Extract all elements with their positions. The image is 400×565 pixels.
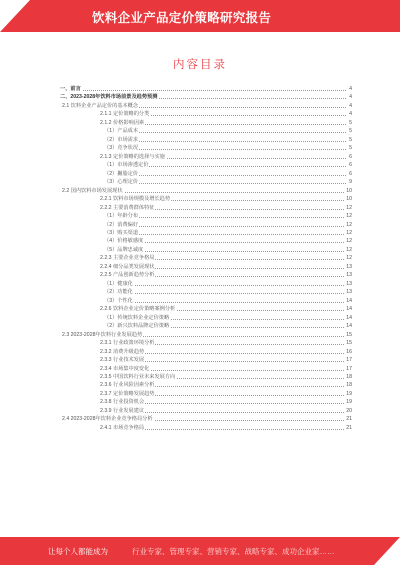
toc-entry-label: （3）竞争状况 (104, 145, 139, 152)
toc-entry-label: 2.3.8 行业投资机会 (100, 399, 145, 406)
toc-entry-page-number: 15 (346, 331, 352, 338)
toc-entry-page-number: 6 (349, 170, 352, 177)
toc-entry[interactable] (104, 323, 352, 330)
toc-dot-leader (104, 217, 346, 218)
toc-entry[interactable] (104, 247, 352, 254)
toc-entry-page-number: 14 (346, 297, 352, 304)
toc-entry-label: 2.3.7 定价策略发展趋势 (100, 390, 155, 397)
toc-entry[interactable] (104, 171, 352, 178)
toc-entry-page-number: 12 (346, 229, 352, 236)
toc-entry-label: （3）个性化 (104, 297, 133, 304)
toc-entry-label: （4）价格敏感度 (104, 238, 144, 245)
toc-entry-page-number: 10 (346, 187, 352, 194)
toc-entry-page-number: 21 (346, 416, 352, 423)
toc-entry-page-number: 13 (346, 289, 352, 296)
toc-entry-page-number: 9 (349, 179, 352, 186)
toc-dot-leader (104, 149, 346, 150)
toc-entry[interactable] (100, 196, 352, 203)
toc-dot-leader (104, 302, 346, 303)
toc-entry-page-number: 19 (346, 399, 352, 406)
toc-entry[interactable] (104, 315, 352, 322)
toc-entry-page-number: 13 (346, 280, 352, 287)
toc-entry[interactable] (100, 366, 352, 373)
toc-entry-page-number: 10 (346, 196, 352, 203)
toc-entry-page-number: 5 (349, 136, 352, 143)
toc-entry-page-number: 4 (349, 94, 352, 101)
toc-entry-label: 2.1 饮料企业产品定价的基本概念 (62, 102, 139, 109)
toc-entry-label: （2）市场需求 (104, 136, 139, 143)
toc-entry-label: （1）年龄分布 (104, 213, 139, 220)
footer-banner (0, 537, 400, 565)
toc-entry[interactable] (104, 289, 352, 296)
toc-entry-page-number: 5 (349, 145, 352, 152)
toc-entry[interactable] (62, 332, 352, 339)
toc-entry-page-number: 12 (346, 255, 352, 262)
toc-entry[interactable] (104, 238, 352, 245)
toc-entry[interactable] (100, 272, 352, 279)
toc-entry-page-number: 20 (346, 407, 352, 414)
toc-entry-page-number: 14 (346, 314, 352, 321)
toc-entry-page-number: 4 (349, 102, 352, 109)
toc-entry[interactable] (104, 162, 352, 169)
toc-entry-page-number: 12 (346, 221, 352, 228)
toc-entry-label: （1）传统饮料企业定价策略 (104, 314, 170, 321)
toc-entry[interactable] (100, 399, 352, 406)
header-corner-triangle (0, 0, 30, 32)
toc-entry[interactable] (104, 128, 352, 135)
toc-entry[interactable] (100, 120, 352, 127)
toc-entry-page-number: 21 (346, 424, 352, 431)
footer-slogan-right: 行业专家、管理专家、营销专家、战略专家、成功企业家…… (132, 547, 335, 556)
toc-entry-label: 2.2.6 饮料企业定价策略案例分析 (100, 306, 176, 313)
report-title: 饮料企业产品定价策略研究报告 (92, 11, 272, 25)
toc-entry[interactable] (100, 382, 352, 389)
toc-entry-label: （1）产品成本 (104, 128, 139, 135)
toc-entry-page-number: 15 (346, 340, 352, 347)
toc-entry-page-number: 13 (346, 272, 352, 279)
toc-entry-label: （5）品牌忠诚度 (104, 246, 144, 253)
toc-entry[interactable] (100, 408, 352, 415)
toc-entry[interactable] (100, 391, 352, 398)
toc-entry[interactable] (104, 137, 352, 144)
toc-entry-page-number: 5 (349, 119, 352, 126)
toc-entry-label: 2.4 2023-2028年饮料企业竞争格局分析 (62, 416, 153, 423)
toc-dot-leader (104, 132, 346, 133)
toc-entry-label: 2.3.9 行业发展建议 (100, 407, 145, 414)
toc-entry[interactable] (100, 425, 352, 432)
toc-entry-label: 2.3.2 消费升级趋势 (100, 348, 145, 355)
toc-entry-label: 2.3.6 行业风险因素分析 (100, 382, 155, 389)
toc-dot-leader (104, 234, 346, 235)
footer-slogan-left: 让每个人都能成为 (48, 547, 108, 556)
toc-entry[interactable] (60, 94, 352, 101)
toc-dot-leader (104, 285, 346, 286)
toc-entry-label: （2）新兴饮料品牌定价策略 (104, 323, 170, 330)
toc-entry[interactable] (100, 374, 352, 381)
toc-entry-page-number: 17 (346, 357, 352, 364)
toc-entry-label: 二、2023-2028年饮料市场前景及趋势预测 (60, 94, 158, 101)
toc-entry[interactable] (100, 357, 352, 364)
toc-entry-page-number: 17 (346, 365, 352, 372)
toc-dot-leader (104, 175, 346, 176)
toc-entry-page-number: 13 (346, 263, 352, 270)
toc-entry-label: 2.2.1 饮料市场规模及增长趋势 (100, 196, 171, 203)
toc-entry-page-number: 4 (349, 86, 352, 92)
toc-heading: 内容目录 (173, 59, 227, 71)
toc-entry[interactable] (100, 154, 352, 161)
toc-entry-label: 2.2.5 产品创新趋势分析 (100, 272, 155, 279)
toc-entry-label: 一、前言 (60, 86, 81, 92)
toc-entry-page-number: 12 (346, 238, 352, 245)
toc-dot-leader (104, 141, 346, 142)
toc-entry-label: 2.2 国内饮料市场发展现状 (62, 187, 123, 194)
toc-entry[interactable] (104, 213, 352, 220)
toc-entry-page-number: 6 (349, 153, 352, 160)
toc-entry[interactable] (100, 349, 352, 356)
toc-entry-page-number: 12 (346, 246, 352, 253)
toc-entry[interactable] (60, 86, 352, 93)
toc-entry-label: （2）撇脂定价 (104, 170, 139, 177)
toc-entry[interactable] (104, 145, 352, 152)
toc-entry-label: 2.2.3 主要企业竞争格局 (100, 255, 155, 262)
toc-entry[interactable] (104, 281, 352, 288)
toc-entry-label: 2.3.1 行业政策环境分析 (100, 340, 155, 347)
toc-entry-page-number: 16 (346, 348, 352, 355)
toc-entry-page-number: 12 (346, 213, 352, 220)
toc-entry[interactable] (104, 222, 352, 229)
toc-entry-page-number: 4 (349, 111, 352, 118)
toc-entry-label: 2.2.4 细分品类发展现状 (100, 263, 155, 270)
toc-entry[interactable] (100, 264, 352, 271)
toc-entry[interactable] (104, 179, 352, 186)
toc-entry-label: 2.4.1 市场竞争格局 (100, 424, 145, 431)
toc-entry-label: 2.1.1 定价策略的分类 (100, 111, 150, 118)
toc-entry-page-number: 12 (346, 204, 352, 211)
toc-dot-leader (104, 226, 346, 227)
toc-entry-page-number: 5 (349, 128, 352, 135)
toc-entry-label: 2.1.3 定价策略的选择与实施 (100, 153, 165, 160)
toc-entry-label: （3）购买渠道 (104, 229, 139, 236)
toc-entry-page-number: 14 (346, 306, 352, 313)
toc-entry-label: 2.3 2023-2028年饮料行业发展趋势 (62, 331, 143, 338)
toc-entry-page-number: 18 (346, 382, 352, 389)
toc-entry-label: 2.1.2 价格影响因素 (100, 119, 145, 126)
toc-entry[interactable] (100, 306, 352, 313)
toc-entry-page-number: 14 (346, 323, 352, 330)
toc-entry-page-number: 19 (346, 390, 352, 397)
toc-entry-page-number: 6 (349, 162, 352, 169)
header-banner (0, 0, 400, 32)
footer-corner-triangle (374, 537, 400, 565)
toc-entry-label: （1）健康化 (104, 280, 133, 287)
toc-dot-leader (104, 183, 346, 184)
toc-entry-label: 2.3.4 市场集中度变化 (100, 365, 150, 372)
toc-entry-label: （3）心理定价 (104, 179, 139, 186)
toc-entry[interactable] (100, 340, 352, 347)
toc-entry-label: 2.3.5 中国饮料行业未来发展方向 (100, 373, 176, 380)
toc-entry[interactable] (100, 205, 352, 212)
toc-entry[interactable] (104, 230, 352, 237)
toc-entry-label: （2）功能化 (104, 289, 133, 296)
toc-dot-leader (104, 293, 346, 294)
toc-entry[interactable] (62, 103, 352, 110)
toc-entry[interactable] (104, 298, 352, 305)
toc-entry-label: （1）市场渗透定价 (104, 162, 149, 169)
toc-entry[interactable] (100, 111, 352, 118)
toc-entry-label: 2.2.2 主要消费群体特征 (100, 204, 155, 211)
toc-entry-label: （2）消费偏好 (104, 221, 139, 228)
toc-entry-label: 2.3.3 行业技术发展 (100, 357, 145, 364)
toc-entry[interactable] (100, 255, 352, 262)
toc-entry-page-number: 18 (346, 373, 352, 380)
toc-dot-leader (60, 90, 346, 91)
toc-entry[interactable] (62, 188, 352, 195)
toc-entry[interactable] (62, 416, 352, 423)
